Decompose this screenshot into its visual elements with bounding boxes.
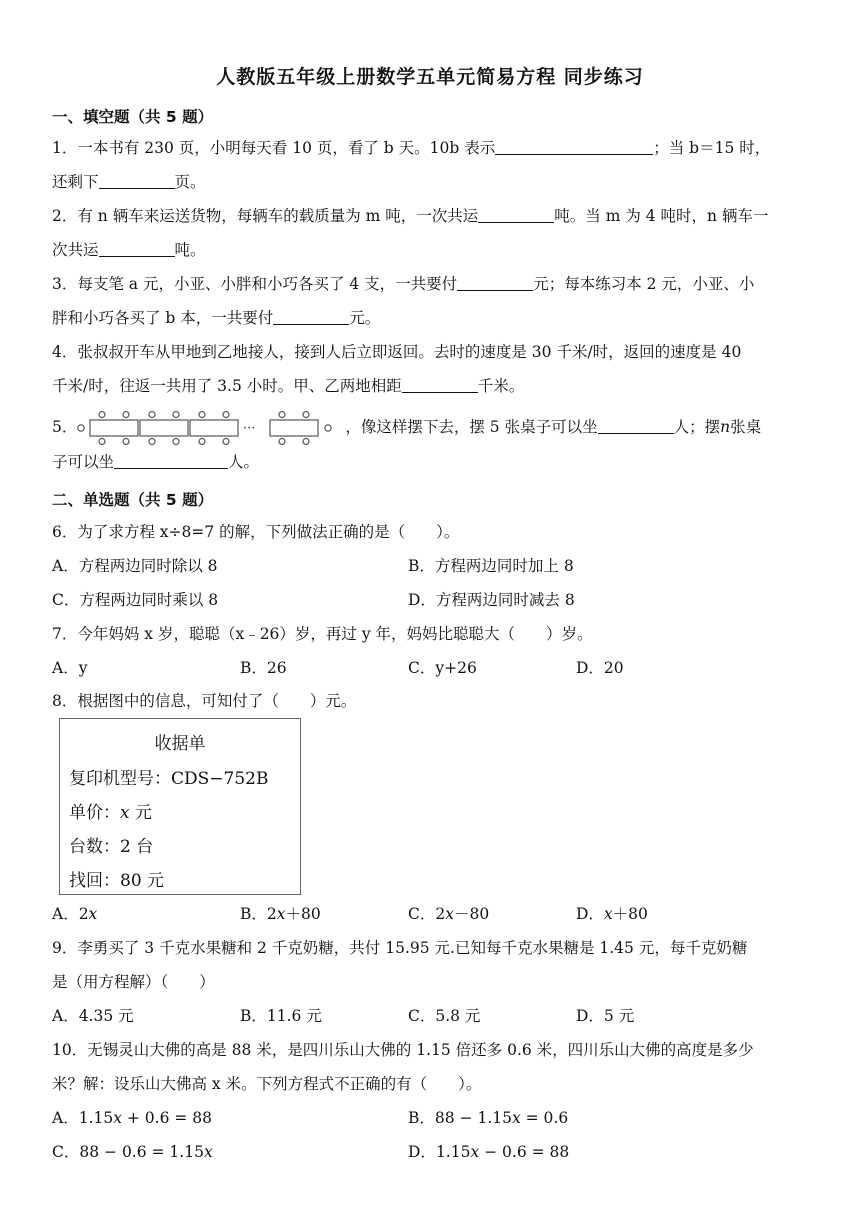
q5-text-b: 人；摆 (673, 418, 721, 436)
seat-circle (123, 439, 129, 445)
question-9-line-1: 9．李勇买了 3 千克水果糖和 2 千克奶糖，共付 15.95 元.已知每千克水果糖是 1.45 元，每千克奶糖 (52, 939, 748, 957)
q2-text-a: 2．有 n 辆车来运送货物，每辆车的载质量为 m 吨，一次共运 (52, 207, 479, 225)
seat-circle (279, 439, 285, 445)
receipt-unit-price-label: 单价： (69, 803, 120, 823)
seat-circle (149, 439, 155, 445)
receipt-title: 收据单 (154, 734, 206, 754)
q10-option-b[interactable] (408, 1108, 568, 1128)
receipt-figure (59, 718, 301, 895)
q4-text-b: 千米/时，往返一共用了 3.5 小时。甲、乙两地相距 (52, 377, 402, 395)
seat-circle (199, 412, 205, 418)
table-rect (270, 420, 318, 436)
seat-circle (99, 439, 105, 445)
q5-text-e: 人。 (228, 453, 260, 471)
seat-circle (149, 412, 155, 418)
q9-option-b[interactable]: B．11.6 元 (240, 1007, 322, 1025)
q8-option-a[interactable]: A．2𝑥 (52, 905, 98, 923)
seat-circle (303, 412, 309, 418)
receipt-change: 找回：80 元 (69, 871, 165, 891)
question-8-stem: 8．根据图中的信息，可知付了（ ）元。 (52, 692, 357, 710)
q7-option-a[interactable]: A．y (52, 659, 88, 677)
question-10-line-1: 10．无锡灵山大佛的高是 88 米，是四川乐山大佛的 1.15 倍还多 0.6 米，四川乐山大佛的高度是多少 (52, 1041, 754, 1059)
seat-circle (223, 439, 229, 445)
q5-number: 5． (52, 418, 78, 436)
q5-text-a: ，像这样摆下去，摆 5 张桌子可以坐 (345, 418, 598, 436)
answer-blank[interactable] (273, 308, 349, 325)
q3-text-c: 胖和小巧各买了 b 本，一共要付 (52, 309, 274, 327)
seat-circle (199, 439, 205, 445)
q1-text-d: 页。 (174, 173, 206, 191)
seat-circle (173, 439, 179, 445)
seat-circle (325, 425, 331, 431)
answer-blank[interactable] (114, 452, 228, 469)
receipt-unit-price-var: 𝑥 (120, 803, 130, 823)
answer-blank[interactable] (457, 274, 533, 291)
q1-text-c: 还剩下 (52, 173, 99, 191)
q5-variable-n: n (720, 418, 731, 436)
table-rect (90, 420, 138, 436)
q7-option-b[interactable]: B．26 (240, 659, 287, 677)
q3-text-b: 元；每本练习本 2 元，小亚、小 (533, 275, 755, 293)
question-9-line-2: 是（用方程解）（ ） (52, 973, 215, 991)
ellipsis-label: ··· (243, 421, 256, 436)
answer-blank[interactable] (598, 417, 674, 434)
q10-option-c-letter: C． (52, 1143, 80, 1161)
q6-option-d[interactable]: D．方程两边同时减去 8 (408, 591, 575, 609)
answer-blank[interactable] (402, 376, 478, 393)
section-single-choice: 二、单选题（共 5 题） (52, 491, 214, 509)
question-7-stem: 7．今年妈妈 x 岁，聪聪（x﹣26）岁，再过 y 年，妈妈比聪聪大（ ）岁。 (52, 625, 593, 643)
q10-option-a[interactable] (52, 1108, 212, 1128)
q10-option-a-letter: A． (52, 1109, 79, 1127)
question-5-line-2 (52, 452, 259, 472)
table-rect (140, 420, 188, 436)
section-fill-in: 一、填空题（共 5 题） (52, 108, 214, 126)
receipt-model: 复印机型号：CDS−752B (69, 769, 269, 789)
question-4-line-2 (52, 376, 524, 396)
q8-option-b[interactable]: B．2𝑥＋80 (240, 905, 321, 923)
q5-text-d: 子可以坐 (52, 453, 115, 471)
q3-text-d: 元。 (349, 309, 381, 327)
question-10-line-2: 米？解：设乐山大佛高 x 米。下列方程式不正确的有（ ）。 (52, 1075, 482, 1093)
answer-blank[interactable] (478, 206, 554, 223)
question-5-line-1 (52, 411, 761, 445)
receipt-count: 台数：2 台 (69, 837, 154, 857)
q6-option-a[interactable]: A．方程两边同时除以 8 (52, 557, 218, 575)
seat-circle (78, 425, 84, 431)
q10-option-d[interactable] (408, 1142, 569, 1162)
q7-option-d[interactable]: D．20 (576, 659, 624, 677)
q10-option-b-letter: B． (408, 1109, 435, 1127)
question-4-line-1 (52, 342, 741, 362)
question-3-line-2 (52, 308, 380, 328)
q6-option-c[interactable]: C．方程两边同时乘以 8 (52, 591, 219, 609)
question-2-line-1 (52, 206, 768, 226)
seat-circle (173, 412, 179, 418)
q9-option-d[interactable]: D．5 元 (576, 1007, 635, 1025)
answer-blank[interactable] (495, 138, 653, 155)
q8-option-d[interactable]: D．𝑥＋80 (576, 905, 648, 923)
q2-text-c: 次共运 (52, 241, 99, 259)
q4-text-c: 千米。 (477, 377, 525, 395)
q8-option-c[interactable]: C．2𝑥－80 (408, 905, 490, 923)
question-1-line-2 (52, 172, 206, 192)
q10-option-c[interactable] (52, 1142, 213, 1162)
question-6-stem: 6．为了求方程 x÷8=7 的解，下列做法正确的是（ ）。 (52, 523, 460, 541)
q5-text-c: 张桌 (730, 418, 762, 436)
seat-circle (223, 412, 229, 418)
table-seating-diagram (77, 411, 345, 445)
table-rect (190, 420, 238, 436)
q10-option-b-equation: 88 − 1.15𝑥 = 0.6 (434, 1109, 569, 1127)
q10-option-d-letter: D． (408, 1143, 436, 1161)
question-1-line-1 (52, 138, 770, 158)
seat-circle (303, 439, 309, 445)
q7-option-c[interactable]: C．y+26 (408, 659, 477, 677)
receipt-unit-price-unit: 元 (129, 803, 152, 823)
seat-circle (279, 412, 285, 418)
receipt-unit-price (69, 798, 152, 823)
q3-text-a: 3．每支笔 a 元，小亚、小胖和小巧各买了 4 支，一共要付 (52, 275, 458, 293)
answer-blank[interactable] (99, 172, 175, 189)
q9-option-a[interactable]: A．4.35 元 (52, 1007, 134, 1025)
q9-option-c[interactable]: C．5.8 元 (408, 1007, 481, 1025)
q10-option-c-equation: 88 − 0.6 = 1.15𝑥 (79, 1143, 213, 1161)
q10-option-a-equation: 1.15𝑥 + 0.6 = 88 (78, 1109, 213, 1127)
question-2-line-2 (52, 240, 206, 260)
q10-option-d-equation: 1.15𝑥 − 0.6 = 88 (435, 1143, 570, 1161)
q2-text-b: 吨。当 m 为 4 吨时，n 辆车一 (554, 207, 769, 225)
answer-blank[interactable] (99, 240, 175, 257)
q2-text-d: 吨。 (174, 241, 206, 259)
q1-text-a: 1．一本书有 230 页，小明每天看 10 页，看了 b 天。10b 表示 (52, 139, 496, 157)
seat-circle (123, 412, 129, 418)
q6-option-b[interactable]: B．方程两边同时加上 8 (408, 557, 574, 575)
page-title: 人教版五年级上册数学五单元简易方程 同步练习 (216, 66, 644, 88)
seat-circle (99, 412, 105, 418)
q4-text-a: 4．张叔叔开车从甲地到乙地接人，接到人后立即返回。去时的速度是 30 千米/时，返回的速度是 40 (52, 343, 742, 361)
question-3-line-1 (52, 274, 754, 294)
q1-text-b: ；当 b＝15 时， (653, 139, 771, 157)
